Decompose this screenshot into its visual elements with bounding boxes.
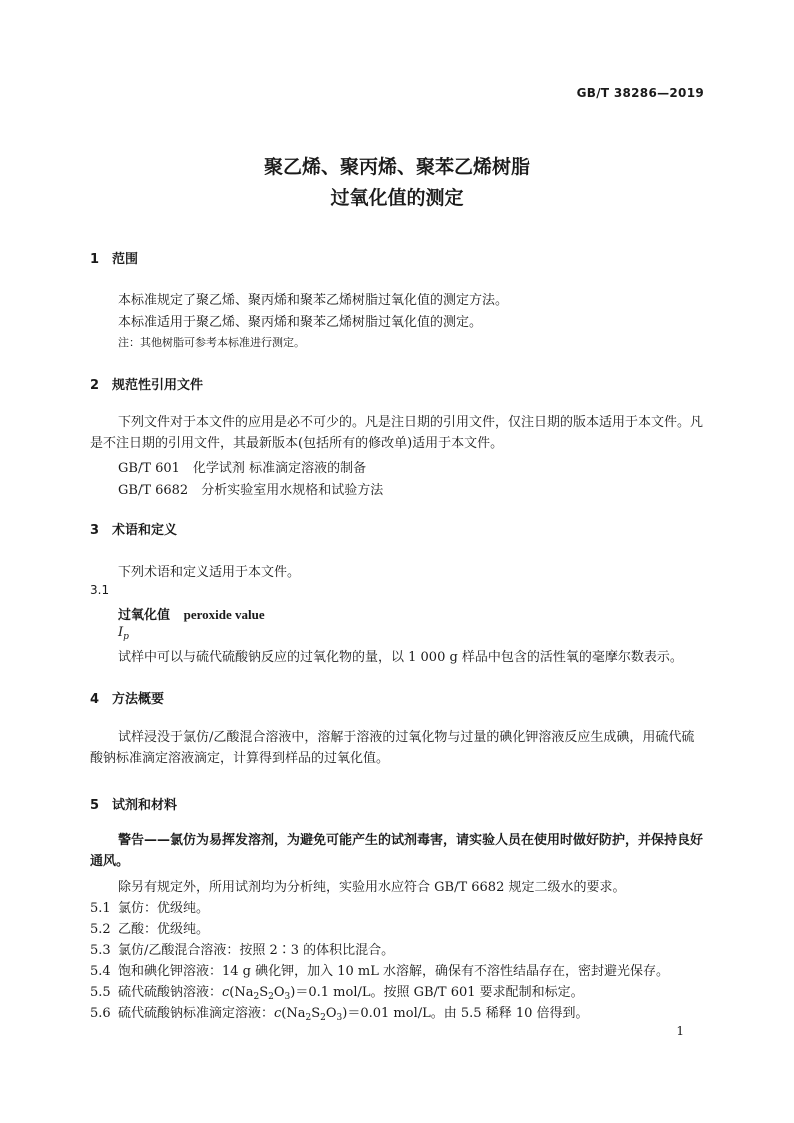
formula-subscript: 2 — [253, 992, 260, 1002]
term-entry — [118, 604, 265, 623]
list-item — [90, 897, 209, 916]
list-item — [90, 981, 584, 1002]
formula-part: S — [311, 1006, 321, 1021]
item-number: 5.1 — [90, 901, 111, 916]
paragraph: 除另有规定外，所用试剂均为分析纯，实验用水应符合 GB/T 6682 规定二级水的要求。 — [118, 880, 626, 895]
item-text: 氯仿/乙酸混合溶液：按照 2∶3 的体积比混合。 — [118, 943, 395, 958]
document-title-line2: 过氧化值的测定 — [330, 187, 464, 209]
document-title-line1: 聚乙烯、聚丙烯、聚苯乙烯树脂 — [263, 156, 530, 178]
item-number: 5.2 — [90, 922, 111, 937]
formula-subscript: 2 — [305, 1013, 312, 1023]
symbol-subscript: p — [123, 632, 129, 642]
term-definition: 试样中可以与硫代硫酸钠反应的过氧化物的量，以 1 000 g 样品中包含的活性氧的毫摩尔数表示。 — [118, 650, 683, 665]
formula-subscript: 2 — [268, 992, 274, 1002]
section-number: 2 — [90, 378, 100, 393]
section-title: 规范性引用文件 — [112, 378, 204, 393]
formula-c: c — [274, 1006, 282, 1021]
item-number: 5.6 — [90, 1006, 111, 1021]
section-number: 3 — [90, 523, 100, 538]
list-item — [90, 939, 394, 958]
formula-part: O — [325, 1006, 337, 1021]
formula-c: c — [222, 985, 230, 1000]
item-text-suffix: )＝0.01 mol/L。由 5.5 稀释 10 倍得到。 — [342, 1006, 589, 1021]
item-text: 氯仿：优级纯。 — [118, 901, 210, 916]
item-text-suffix: )＝0.1 mol/L。按照 GB/T 601 要求配制和标定。 — [290, 985, 584, 1000]
list-item — [90, 1002, 589, 1023]
item-number: 5.3 — [90, 943, 111, 958]
formula-part: (Na — [229, 985, 254, 1000]
paragraph: 下列术语和定义适用于本文件。 — [118, 565, 301, 580]
term-english: peroxide value — [183, 607, 265, 622]
paragraph: 试样浸没于氯仿/乙酸混合溶液中，溶解于溶液的过氧化物与过量的碘化钾溶液反应生成碘，用硫代硫酸钠标准滴定溶液滴定，计算得到样品的过氧化值。 — [90, 730, 695, 766]
item-number: 5.5 — [90, 985, 111, 1000]
term-chinese: 过氧化值 — [118, 608, 171, 623]
section-4-heading — [90, 688, 164, 707]
reference-item: GB/T 601 化学试剂 标准滴定溶液的制备 — [118, 461, 367, 476]
formula-part: S — [259, 985, 269, 1000]
section-title: 术语和定义 — [112, 523, 178, 538]
formula-part: (Na — [281, 1006, 306, 1021]
item-text: 饱和碘化钾溶液：14 g 碘化钾，加入 10 mL 水溶解，确保有不溶性结晶存在，密封避光保存。 — [118, 964, 670, 979]
section-title: 方法概要 — [112, 692, 165, 707]
section-number: 1 — [90, 252, 100, 267]
formula-subscript: 3 — [336, 1013, 343, 1023]
section-number: 5 — [90, 798, 100, 813]
paragraph: 本标准适用于聚乙烯、聚丙烯和聚苯乙烯树脂过氧化值的测定。 — [118, 315, 483, 330]
item-text-prefix: 硫代硫酸钠标准滴定溶液： — [118, 1006, 275, 1021]
term-symbol — [118, 625, 129, 642]
section-title: 试剂和材料 — [112, 798, 178, 813]
page-number: 1 — [676, 1024, 684, 1038]
section-1-heading — [90, 248, 138, 267]
item-text: 乙酸：优级纯。 — [118, 922, 210, 937]
item-text-prefix: 硫代硫酸钠溶液： — [118, 985, 223, 1000]
paragraph: 下列文件对于本文件的应用是必不可少的。凡是注日期的引用文件，仅注日期的版本适用于本文件。凡是不注日期的引用文件，其最新版本(包括所有的修改单)适用于本文件。 — [90, 415, 704, 451]
section-title: 范围 — [112, 252, 139, 267]
symbol-main: I — [118, 625, 124, 640]
formula-subscript: 2 — [320, 1013, 326, 1023]
standard-number: GB/T 38286—2019 — [576, 86, 704, 100]
formula-subscript: 3 — [284, 992, 291, 1002]
section-number: 4 — [90, 692, 100, 707]
paragraph: 本标准规定了聚乙烯、聚丙烯和聚苯乙烯树脂过氧化值的测定方法。 — [118, 293, 509, 308]
list-item — [90, 960, 669, 979]
note: 注：其他树脂可参考本标准进行测定。 — [118, 336, 305, 349]
section-3-heading — [90, 519, 177, 538]
formula-part: O — [273, 985, 285, 1000]
reference-item: GB/T 6682 分析实验室用水规格和试验方法 — [118, 483, 384, 498]
term-number: 3.1 — [90, 583, 110, 597]
warning-paragraph: 警告——氯仿为易挥发溶剂，为避免可能产生的试剂毒害，请实验人员在使用时做好防护，并保持良好通风。 — [90, 833, 704, 869]
section-2-heading — [90, 374, 203, 393]
list-item — [90, 918, 209, 937]
item-number: 5.4 — [90, 964, 111, 979]
section-5-heading — [90, 794, 177, 813]
